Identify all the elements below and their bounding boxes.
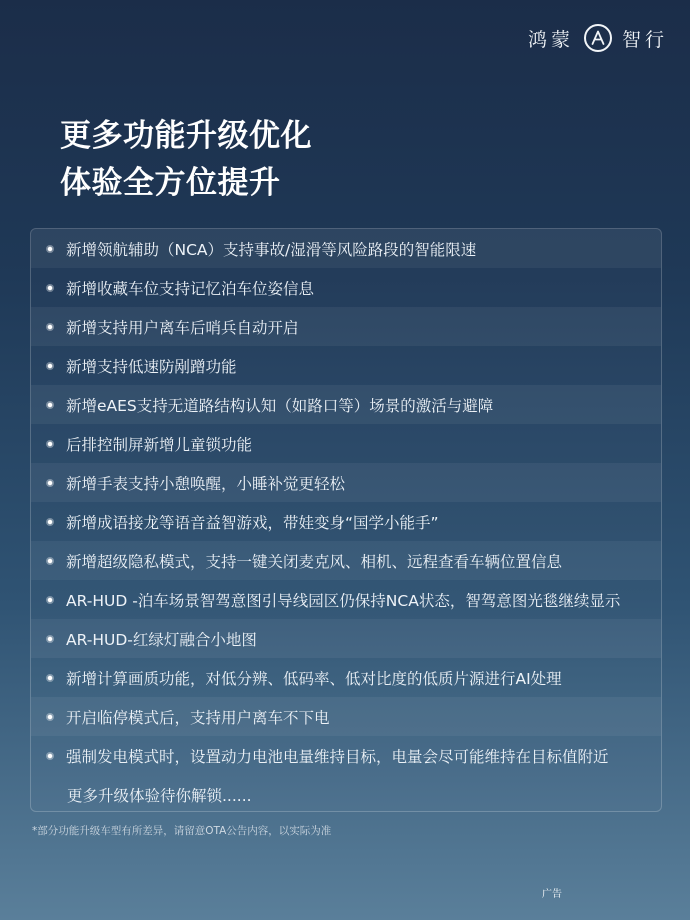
bullet-icon: [46, 557, 54, 565]
bullet-icon: [46, 401, 54, 409]
feature-text: 开启临停模式后，支持用户离车不下电: [66, 708, 330, 727]
more-upgrades-text: 更多升级体验待你解锁......: [67, 786, 252, 805]
feature-text: 新增成语接龙等语音益智游戏，带娃变身“国学小能手”: [66, 513, 439, 532]
feature-item: [31, 463, 661, 502]
headline-line-2: 体验全方位提升: [60, 165, 281, 201]
feature-item: [31, 268, 661, 307]
feature-text: 新增计算画质功能，对低分辨、低码率、低对比度的低质片源进行AI处理: [66, 669, 562, 688]
bullet-icon: [46, 284, 54, 292]
harmony-logo-icon: [584, 24, 612, 52]
feature-item: [31, 502, 661, 541]
brand-left-text: 鸿蒙: [527, 28, 574, 51]
bullet-icon: [46, 713, 54, 721]
feature-text: 强制发电模式时，设置动力电池电量维持目标，电量会尽可能维持在目标值附近: [66, 747, 609, 766]
bullet-icon: [46, 518, 54, 526]
feature-item: [31, 307, 661, 346]
bullet-icon: [46, 596, 54, 604]
ad-label: 广告: [542, 889, 562, 900]
feature-item: [31, 346, 661, 385]
feature-item: [31, 229, 661, 268]
feature-text: 后排控制屏新增儿童锁功能: [66, 435, 253, 454]
feature-item: [31, 580, 661, 619]
bullet-icon: [46, 245, 54, 253]
brand-lockup: [528, 22, 668, 54]
bullet-icon: [46, 362, 54, 370]
feature-item: [31, 697, 661, 736]
bullet-icon: [46, 635, 54, 643]
feature-item: [31, 736, 661, 775]
bullet-icon: [46, 440, 54, 448]
feature-item: [31, 658, 661, 697]
feature-text: 新增支持低速防剐蹭功能: [66, 357, 237, 376]
feature-item: [31, 541, 661, 580]
bullet-icon: [46, 479, 54, 487]
feature-item: [31, 424, 661, 463]
brand-right-text: 智行: [621, 28, 668, 51]
feature-text: 新增手表支持小憩唤醒，小睡补觉更轻松: [66, 474, 346, 493]
bullet-icon: [46, 752, 54, 760]
headline-line-1: 更多功能升级优化: [60, 118, 312, 154]
feature-item: [31, 619, 661, 658]
bullet-icon: [46, 674, 54, 682]
feature-text: AR-HUD -泊车场景智驾意图引导线园区仍保持NCA状态，智驾意图光毯继续显示: [66, 591, 621, 610]
feature-text: 新增领航辅助（NCA）支持事故/湿滑等风险路段的智能限速: [66, 240, 477, 259]
feature-text: 新增超级隐私模式，支持一键关闭麦克风、相机、远程查看车辆位置信息: [66, 552, 563, 571]
feature-text: 新增eAES支持无道路结构认知（如路口等）场景的激活与避障: [66, 396, 494, 415]
feature-list-panel: [30, 228, 662, 812]
headline: [60, 113, 312, 207]
bullet-icon: [46, 323, 54, 331]
feature-text: AR-HUD-红绿灯融合小地图: [66, 630, 257, 649]
footnote: *部分功能升级车型有所差异，请留意OTA公告内容，以实际为准: [32, 825, 332, 837]
feature-text: 新增收藏车位支持记忆泊车位姿信息: [66, 279, 315, 298]
feature-item: [31, 385, 661, 424]
feature-text: 新增支持用户离车后哨兵自动开启: [66, 318, 299, 337]
